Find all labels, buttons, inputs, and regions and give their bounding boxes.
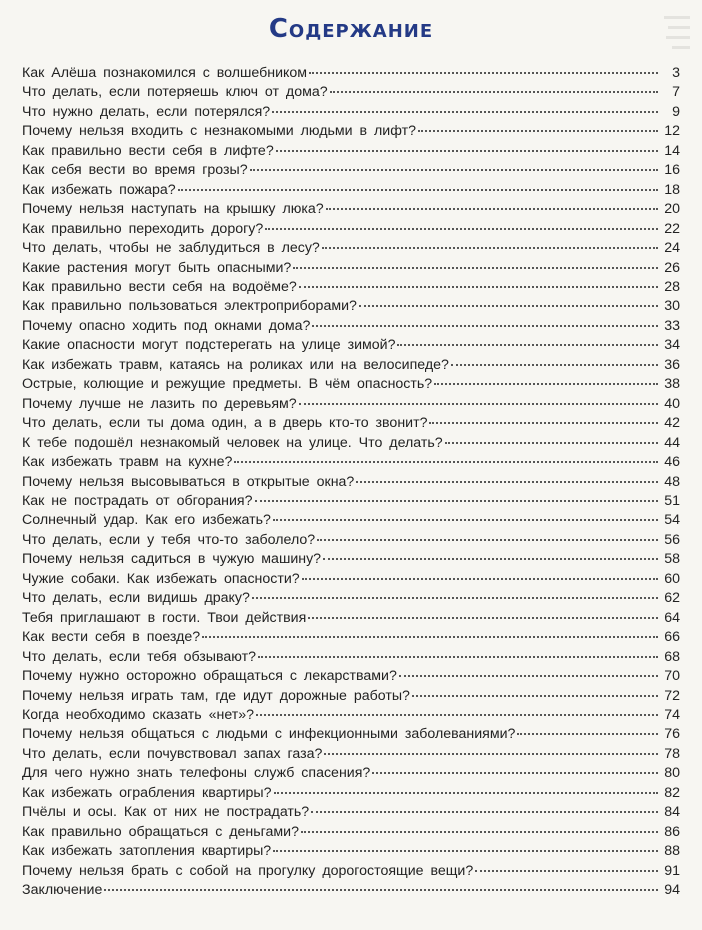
toc-entry-title: Почему нужно осторожно обращаться с лекарствами?	[22, 668, 397, 685]
dot-leader	[272, 111, 658, 113]
toc-entry-page-number: 78	[664, 745, 680, 762]
toc-entry[interactable]	[22, 610, 680, 629]
toc-entry-title: Как правильно переходить дорогу?	[22, 220, 264, 237]
toc-entry-page-number: 86	[664, 823, 680, 840]
dot-leader	[276, 150, 658, 152]
toc-entry-page-number: 33	[664, 317, 680, 334]
toc-entry-title: Чужие собаки. Как избежать опасности?	[22, 570, 300, 587]
toc-entry-title: Как избежать травм на кухне?	[22, 454, 233, 471]
toc-entry[interactable]	[22, 512, 680, 531]
dot-leader	[429, 422, 658, 424]
toc-entry-title: Тебя приглашают в гости. Твои действия	[22, 609, 307, 626]
dot-leader	[323, 558, 658, 560]
toc-entry-page-number: 54	[664, 512, 680, 529]
toc-entry-title: Какие опасности могут подстерегать на улице зимой?	[22, 337, 396, 354]
dot-leader	[309, 72, 658, 74]
dot-leader	[299, 403, 658, 405]
toc-entry[interactable]	[22, 571, 680, 590]
dot-leader	[255, 500, 658, 502]
toc-entry[interactable]	[22, 882, 680, 901]
dot-leader	[301, 831, 658, 833]
toc-entry[interactable]	[22, 629, 680, 648]
toc-entry-page-number: 22	[664, 220, 680, 237]
toc-entry-title: Солнечный удар. Как его избежать?	[22, 512, 271, 529]
toc-entry[interactable]	[22, 279, 680, 298]
toc-entry[interactable]	[22, 337, 680, 356]
toc-entry-title: Как себя вести во время грозы?	[22, 162, 248, 179]
toc-entry-title: Острые, колющие и режущие предметы. В чём опасность?	[22, 376, 433, 393]
toc-entry-title: Как не пострадать от обгорания?	[22, 492, 253, 509]
toc-entry-page-number: 20	[664, 201, 680, 218]
toc-entry-page-number: 46	[664, 454, 680, 471]
toc-entry-title: Как вести себя в поезде?	[22, 629, 201, 646]
toc-entry[interactable]	[22, 863, 680, 882]
toc-entry-title: Как избежать травм, катаясь на роликах или на велосипеде?	[22, 356, 449, 373]
dot-leader	[324, 753, 658, 755]
toc-entry-page-number: 3	[672, 65, 680, 81]
toc-entry[interactable]	[22, 668, 680, 687]
toc-entry[interactable]	[22, 240, 680, 259]
dot-leader	[322, 247, 658, 249]
toc-entry[interactable]	[22, 454, 680, 473]
toc-entry-title: Почему нельзя наступать на крышку люка?	[22, 201, 324, 218]
toc-entry-title: Почему нельзя общаться с людьми с инфекционными заболеваниями?	[22, 726, 516, 743]
dot-leader	[418, 130, 658, 132]
dot-leader	[308, 617, 658, 619]
toc-entry-title: Что нужно делать, если потерялся?	[22, 103, 271, 120]
toc-entry-page-number: 84	[664, 804, 680, 821]
toc-entry-title: Что делать, если почувствовал запах газа?	[22, 745, 323, 762]
dot-leader	[302, 578, 658, 580]
toc-entry-page-number: 80	[664, 765, 680, 782]
toc-entry-page-number: 7	[672, 84, 680, 101]
toc-entry-page-number: 74	[664, 706, 680, 723]
dot-leader	[326, 208, 658, 210]
toc-entry-page-number: 42	[664, 415, 680, 432]
toc-entry-title: Как избежать пожара?	[22, 181, 176, 198]
dot-leader	[397, 344, 658, 346]
toc-entry-title: Как правильно обращаться с деньгами?	[22, 823, 299, 840]
dot-leader	[250, 169, 658, 171]
toc-entry-title: Что делать, если ты дома один, а в дверь кто-то звонит?	[22, 415, 428, 432]
dot-leader	[412, 695, 658, 697]
toc-entry-page-number: 94	[664, 882, 680, 899]
dot-leader	[258, 656, 658, 658]
toc-entry[interactable]	[22, 785, 680, 804]
toc-entry[interactable]	[22, 84, 680, 103]
toc-entry[interactable]	[22, 162, 680, 181]
toc-entry-title: Почему лучше не лазить по деревьям?	[22, 395, 297, 412]
dot-leader	[274, 792, 658, 794]
dot-leader	[317, 539, 658, 541]
toc-entry-page-number: 34	[664, 337, 680, 354]
toc-entry-title: Как избежать затопления квартиры?	[22, 843, 272, 860]
dot-leader	[359, 305, 658, 307]
dot-leader	[372, 772, 658, 774]
toc-entry[interactable]	[22, 182, 680, 201]
toc-entry[interactable]	[22, 435, 680, 454]
toc-entry-page-number: 14	[664, 142, 680, 159]
toc-entry-title: Что делать, если у тебя что-то заболело?	[22, 531, 316, 548]
toc-entry-page-number: 58	[664, 551, 680, 568]
toc-entry-title: Почему нельзя играть там, где идут дорожные работы?	[22, 687, 410, 704]
toc-entry-title: Как избежать ограбления квартиры?	[22, 784, 272, 801]
toc-entry[interactable]	[22, 396, 680, 415]
toc-entry-page-number: 12	[664, 123, 680, 140]
toc-entry-title: Как правильно пользоваться электроприборами?	[22, 298, 357, 315]
dot-leader	[273, 850, 658, 852]
dot-leader	[178, 189, 658, 191]
toc-entry[interactable]	[22, 376, 680, 395]
dot-leader	[273, 519, 658, 521]
toc-entry-page-number: 91	[664, 862, 680, 879]
toc-entry[interactable]	[22, 221, 680, 240]
toc-entry[interactable]	[22, 318, 680, 337]
toc-entry[interactable]	[22, 804, 680, 823]
toc-entry-title: Почему нельзя высовываться в открытые окна?	[22, 473, 355, 490]
toc-entry-title: Как Алёша познакомился с волшебником	[22, 65, 308, 81]
dot-leader	[330, 91, 658, 93]
toc-entry[interactable]	[22, 765, 680, 784]
toc-entry-title: Что делать, чтобы не заблудиться в лесу?	[22, 240, 320, 257]
toc-entry-page-number: 44	[664, 434, 680, 451]
toc-entry-title: К тебе подошёл незнакомый человек на улице. Что делать?	[22, 434, 443, 451]
toc-entry-page-number: 72	[664, 687, 680, 704]
dot-leader	[399, 675, 658, 677]
table-of-contents	[22, 65, 680, 901]
dot-leader	[445, 442, 658, 444]
toc-entry-title: Пчёлы и осы. Как от них не пострадать?	[22, 804, 310, 821]
dot-leader	[234, 461, 658, 463]
toc-entry-page-number: 28	[664, 278, 680, 295]
toc-entry[interactable]	[22, 726, 680, 745]
toc-entry-page-number: 88	[664, 843, 680, 860]
toc-entry[interactable]	[22, 143, 680, 162]
dot-leader	[252, 597, 658, 599]
toc-entry[interactable]	[22, 707, 680, 726]
toc-entry-title: Для чего нужно знать телефоны служб спасения?	[22, 765, 371, 782]
dot-leader	[356, 481, 658, 483]
toc-entry-page-number: 26	[664, 259, 680, 276]
toc-entry[interactable]	[22, 843, 680, 862]
toc-entry-title: Почему нельзя входить с незнакомыми людьми в лифт?	[22, 123, 416, 140]
toc-entry[interactable]	[22, 415, 680, 434]
toc-entry-page-number: 16	[664, 162, 680, 179]
toc-entry[interactable]	[22, 104, 680, 123]
toc-entry[interactable]	[22, 590, 680, 609]
toc-entry-page-number: 76	[664, 726, 680, 743]
toc-entry[interactable]	[22, 201, 680, 220]
toc-entry-page-number: 18	[664, 181, 680, 198]
toc-entry-title: Как правильно вести себя на водоёме?	[22, 278, 297, 295]
toc-entry-page-number: 70	[664, 668, 680, 685]
toc-entry-page-number: 30	[664, 298, 680, 315]
toc-entry-page-number: 24	[664, 240, 680, 257]
dot-leader	[475, 870, 658, 872]
dot-leader	[299, 286, 658, 288]
toc-entry-page-number: 68	[664, 648, 680, 665]
toc-entry-page-number: 66	[664, 629, 680, 646]
toc-entry[interactable]	[22, 65, 680, 84]
toc-entry-page-number: 82	[664, 784, 680, 801]
dot-leader	[202, 636, 658, 638]
dot-leader	[434, 383, 658, 385]
toc-entry-title: Какие растения могут быть опасными?	[22, 259, 292, 276]
toc-entry[interactable]	[22, 824, 680, 843]
toc-entry[interactable]	[22, 532, 680, 551]
toc-entry-title: Что делать, если тебя обзывают?	[22, 648, 256, 665]
toc-entry-title: Что делать, если видишь драку?	[22, 590, 250, 607]
toc-entry[interactable]	[22, 746, 680, 765]
toc-entry-page-number: 64	[664, 609, 680, 626]
toc-entry-title: Заключение	[22, 882, 103, 899]
toc-entry[interactable]	[22, 649, 680, 668]
dot-leader	[265, 228, 658, 230]
toc-entry-title: Почему нельзя брать с собой на прогулку дорогостоящие вещи?	[22, 862, 474, 879]
toc-entry-page-number: 9	[672, 103, 680, 120]
toc-entry[interactable]	[22, 551, 680, 570]
toc-entry[interactable]	[22, 493, 680, 512]
toc-entry-title: Что делать, если потеряешь ключ от дома?	[22, 84, 328, 101]
toc-entry[interactable]	[22, 123, 680, 142]
toc-entry-page-number: 40	[664, 395, 680, 412]
toc-entry-title: Как правильно вести себя в лифте?	[22, 142, 274, 159]
toc-entry[interactable]	[22, 474, 680, 493]
toc-entry[interactable]	[22, 357, 680, 376]
page-title: Содержание	[268, 14, 434, 44]
dot-leader	[517, 733, 658, 735]
dot-leader	[451, 364, 658, 366]
dot-leader	[256, 714, 658, 716]
toc-entry[interactable]	[22, 688, 680, 707]
toc-entry[interactable]	[22, 260, 680, 279]
dot-leader	[104, 889, 658, 891]
dot-leader	[312, 325, 658, 327]
toc-entry-page-number: 56	[664, 531, 680, 548]
toc-entry-page-number: 36	[664, 356, 680, 373]
toc-entry-page-number: 51	[664, 492, 680, 509]
dot-leader	[293, 267, 658, 269]
toc-entry-page-number: 48	[664, 473, 680, 490]
toc-entry-page-number: 60	[664, 570, 680, 587]
toc-entry-title: Почему нельзя садиться в чужую машину?	[22, 551, 322, 568]
toc-entry[interactable]	[22, 298, 680, 317]
toc-entry-page-number: 38	[664, 376, 680, 393]
toc-entry-title: Когда необходимо сказать «нет»?	[22, 706, 255, 723]
toc-entry-page-number: 62	[664, 590, 680, 607]
toc-entry-title: Почему опасно ходить под окнами дома?	[22, 317, 311, 334]
dot-leader	[311, 811, 658, 813]
